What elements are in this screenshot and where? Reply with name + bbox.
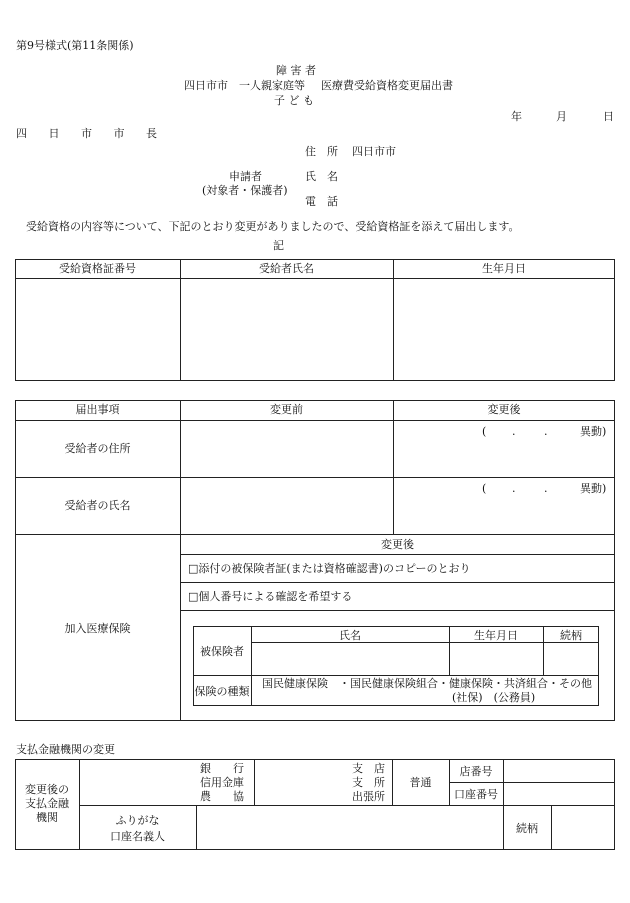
address-change-dot2: .	[544, 425, 548, 438]
insured-label: 被保険者	[200, 645, 244, 658]
row-address-label: 受給者の住所	[64, 442, 131, 455]
row-name-label: 受給者の氏名	[64, 499, 131, 512]
insurance-after-header: 変更後	[381, 538, 414, 551]
insurance-type-options: 国民健康保険 ・国民健康保険組合・健康保険・共済組合・その他	[262, 677, 592, 690]
name-change-dot1: .	[512, 482, 516, 495]
name-change-close: 異動)	[580, 482, 607, 495]
branch-type-office: 支 所	[352, 776, 385, 789]
bank-section-title: 支払金融機関の変更	[16, 743, 115, 756]
title-line-3: 子 ど も	[274, 94, 314, 107]
statement: 受給資格の内容等について、下記のとおり変更がありましたので、受給資格証を添えて届出します。	[26, 220, 520, 233]
col-after: 変更後	[487, 403, 521, 416]
col-item: 届出事項	[75, 403, 120, 416]
col-recipient-name: 受給者氏名	[259, 262, 314, 275]
inner-col-birth: 生年月日	[474, 629, 518, 642]
insurance-label: 加入医療保険	[64, 622, 131, 635]
inner-col-name: 氏名	[339, 629, 361, 642]
title-line-1: 障 害 者	[276, 64, 316, 77]
bank-type-nokyo: 農 協	[200, 790, 244, 803]
applicant-sub-label: (対象者・保護者)	[202, 184, 288, 197]
bank-left-label-3: 機関	[36, 811, 58, 824]
insurance-type-notes: (社保) (公務員)	[452, 691, 536, 704]
address-value: 四日市市	[352, 145, 396, 158]
ki-label: 記	[273, 239, 284, 252]
bank-type-bank: 銀 行	[200, 762, 244, 775]
phone-label: 電 話	[305, 195, 338, 208]
branch-number-label: 店番号	[459, 765, 493, 778]
date-year: 年	[511, 110, 522, 123]
inner-col-relation: 続柄	[560, 629, 582, 642]
insurance-type-label: 保険の種類	[194, 685, 250, 698]
name-label: 氏 名	[305, 170, 338, 183]
option-my-number[interactable]: □個人番号による確認を希望する	[188, 590, 353, 603]
date-day: 日	[603, 110, 614, 123]
applicant-label: 申請者	[229, 170, 262, 183]
col-before: 変更前	[270, 403, 303, 416]
account-holder-label: 口座名義人	[110, 830, 165, 843]
bank-left-label-1: 変更後の	[25, 783, 69, 796]
title-line-2-right: 医療費受給資格変更届出書	[321, 79, 453, 92]
relation-label: 続柄	[516, 822, 538, 835]
address-change-open: (	[482, 425, 487, 438]
account-type: 普通	[409, 776, 432, 789]
addressee: 四 日 市 市 長	[16, 127, 166, 140]
date-month: 月	[556, 110, 567, 123]
address-change-dot1: .	[512, 425, 516, 438]
bank-left-label-2: 支払金融	[25, 797, 69, 810]
form-number: 第9号様式(第11条関係)	[16, 39, 134, 52]
account-number-label: 口座番号	[454, 788, 498, 801]
name-change-open: (	[482, 482, 487, 495]
title-line-2-left: 四日市市 一人親家庭等	[184, 79, 305, 92]
address-change-close: 異動)	[580, 425, 607, 438]
branch-type-branch: 支 店	[352, 762, 385, 775]
bank-type-shinkin: 信用金庫	[200, 776, 244, 789]
name-change-dot2: .	[544, 482, 548, 495]
col-certificate-number: 受給資格証番号	[59, 262, 136, 275]
furigana-label: ふりがな	[115, 814, 160, 827]
address-label: 住 所	[305, 145, 338, 158]
branch-type-outlet: 出張所	[352, 790, 385, 803]
option-insurance-card[interactable]: □添付の被保険者証(または資格確認書)のコピーのとおり	[188, 562, 471, 575]
col-birthdate: 生年月日	[482, 262, 526, 275]
